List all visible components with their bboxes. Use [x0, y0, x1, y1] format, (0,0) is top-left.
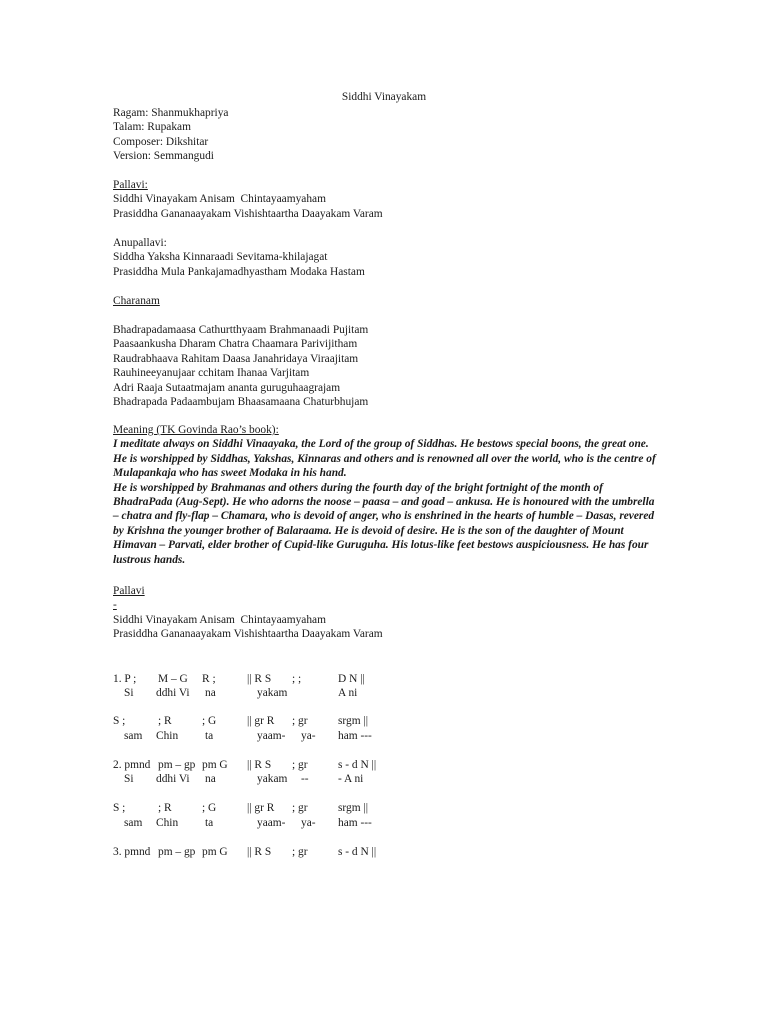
notation-row: [0, 845, 768, 859]
swara-cell: S ;: [113, 802, 126, 814]
meaning-text: [113, 437, 661, 567]
pallavi2-line: Siddhi Vinayakam Anisam Chintayaamyaham: [113, 613, 326, 626]
swara-cell: pm – gp: [158, 759, 196, 771]
composer-line: Composer: Dikshitar: [113, 135, 209, 148]
swara-cell: ; gr: [292, 759, 308, 771]
lyric-cell: ta: [205, 730, 214, 742]
swara-cell: s - d N ||: [338, 846, 377, 858]
swara-cell: ; gr: [292, 715, 308, 727]
swara-cell: ; gr: [292, 846, 308, 858]
charanam-line: Rauhineeyanujaar cchitam Ihanaa Varjitam: [113, 367, 310, 380]
swara-cell: pm – gp: [158, 846, 196, 858]
song-info: [113, 106, 658, 164]
lyric-cell: Chin: [156, 817, 179, 829]
lyric-cell: yaam-: [257, 730, 286, 742]
swara-cell: ; G: [202, 802, 217, 814]
swara-cell: 1. P ;: [113, 673, 137, 685]
swara-cell: D N ||: [338, 673, 365, 685]
lyric-cell: ham ---: [338, 817, 372, 829]
lyric-cell: --: [301, 773, 309, 785]
lyric-cell: ya-: [301, 730, 316, 742]
pallavi-line: Prasiddha Gananaayakam Vishishtaartha Daayakam Varam: [113, 207, 383, 220]
swara-cell: M – G: [158, 673, 188, 685]
charanam-line: Paasaankusha Dharam Chatra Chaamara Parivijitham: [113, 338, 358, 351]
ragam-line: Ragam: Shanmukhapriya: [113, 107, 229, 119]
lyric-cell: ddhi Vi: [156, 687, 190, 699]
notation-row: [0, 801, 768, 815]
charanam-heading-block: [113, 294, 658, 308]
lyric-cell: ya-: [301, 817, 316, 829]
charanam-heading: Charanam: [113, 295, 160, 307]
swara-cell: || R S: [247, 759, 272, 771]
lyric-cell: sam: [124, 817, 143, 829]
meaning-section: [113, 423, 661, 567]
swara-cell: S ;: [113, 715, 126, 727]
charanam-line: Raudrabhaava Rahitam Daasa Janahridaya Viraajitam: [113, 352, 359, 365]
lyric-cell: ta: [205, 817, 214, 829]
swara-cell: ; gr: [292, 802, 308, 814]
anupallavi-section: [113, 236, 658, 279]
charanam-line: Bhadrapada Padaambujam Bhaasamaana Chaturbhujam: [113, 395, 369, 408]
swara-cell: || gr R: [247, 715, 275, 727]
version-line: Version: Semmangudi: [113, 150, 214, 163]
swara-cell: ; R: [158, 802, 172, 814]
swara-cell: ; ;: [292, 673, 302, 685]
lyric-cell: Si: [124, 773, 134, 785]
lyric-cell: ddhi Vi: [156, 773, 190, 785]
charanam-line: Bhadrapadamaasa Cathurtthyaam Brahmanaadi Pujitam: [113, 324, 369, 336]
notation-row: [0, 758, 768, 772]
lyric-cell: sam: [124, 730, 143, 742]
anupallavi-heading: Anupallavi:: [113, 237, 167, 249]
notation-row: [0, 686, 768, 700]
lyric-cell: A ni: [338, 687, 358, 699]
anupallavi-line: Siddha Yaksha Kinnaraadi Sevitama-khilajagat: [113, 251, 328, 264]
pallavi-line: Siddhi Vinayakam Anisam Chintayaamyaham: [113, 193, 326, 206]
meaning-heading: Meaning (TK Govinda Rao’s book):: [113, 424, 279, 436]
talam-line: Talam: Rupakam: [113, 121, 191, 134]
notation-row: [0, 729, 768, 743]
notation-row: [0, 772, 768, 786]
meaning-paragraph: He is worshipped by Brahmanas and others during the fourth day of the bright fortnight of the month of BhadraPada (Aug-Sept). He who adorns the noose – paasa – and goad – ankusa. He is honoured with the umbrella – chatra and fly-flap – Chamara, who is devoid of anger, who is enshrined in the hearts of humble – Dasas, revered by Krishna the younger brother of Balaraama. He is devoid of desire. He is the son of the daughter of Mount Himavan – Parvati, elder brother of Cupid-like Guruguha. His lotus-like feet bestows auspiciousness. He has four lustrous hands.: [113, 481, 655, 566]
swara-cell: pm G: [202, 846, 228, 858]
meaning-paragraph: I meditate always on Siddhi Vinaayaka, the Lord of the group of Siddhas. He bestows special boons, the great one. He is worshipped by Siddhas, Yakshas, Kinnaras and others and is renowned all over the world, who is the centre of Mulapankaja who has sweet Modaka in his hand.: [113, 438, 656, 480]
pallavi2-heading: Pallavi: [113, 585, 145, 597]
swara-cell: || gr R: [247, 802, 275, 814]
pallavi-notation-section: [113, 584, 658, 642]
swara-cell: R ;: [202, 673, 216, 685]
swara-cell: || R S: [247, 673, 272, 685]
anupallavi-line: Prasiddha Mula Pankajamadhyastham Modaka Hastam: [113, 265, 365, 278]
swara-cell: srgm ||: [338, 802, 368, 814]
notation-row: [0, 816, 768, 830]
notation-row: [0, 714, 768, 728]
swara-cell: 2. pmnd: [113, 759, 151, 771]
swara-cell: 3. pmnd: [113, 846, 151, 858]
pallavi2-line: Prasiddha Gananaayakam Vishishtaartha Daayakam Varam: [113, 628, 383, 641]
lyric-cell: Chin: [156, 730, 179, 742]
lyric-cell: ham ---: [338, 730, 372, 742]
swara-cell: || R S: [247, 846, 272, 858]
lyric-cell: Si: [124, 687, 134, 699]
lyric-cell: na: [205, 687, 216, 699]
page-title: Siddhi Vinayakam: [341, 91, 427, 103]
swara-cell: ; R: [158, 715, 172, 727]
swara-cell: pm G: [202, 759, 228, 771]
swara-cell: srgm ||: [338, 715, 368, 727]
notation-row: [0, 672, 768, 686]
lyric-cell: yakam: [257, 773, 288, 785]
charanam-line: Adri Raaja Sutaatmajam ananta guruguhaagrajam: [113, 381, 341, 394]
lyric-cell: yaam-: [257, 817, 286, 829]
lyric-cell: - A ni: [338, 773, 364, 785]
pallavi-section: [113, 178, 658, 221]
charanam-section: [113, 323, 658, 409]
pallavi2-marker: -: [113, 599, 117, 612]
swara-cell: s - d N ||: [338, 759, 377, 771]
pallavi-heading: Pallavi:: [113, 179, 148, 191]
lyric-cell: na: [205, 773, 216, 785]
lyric-cell: yakam: [257, 687, 288, 699]
swara-cell: ; G: [202, 715, 217, 727]
